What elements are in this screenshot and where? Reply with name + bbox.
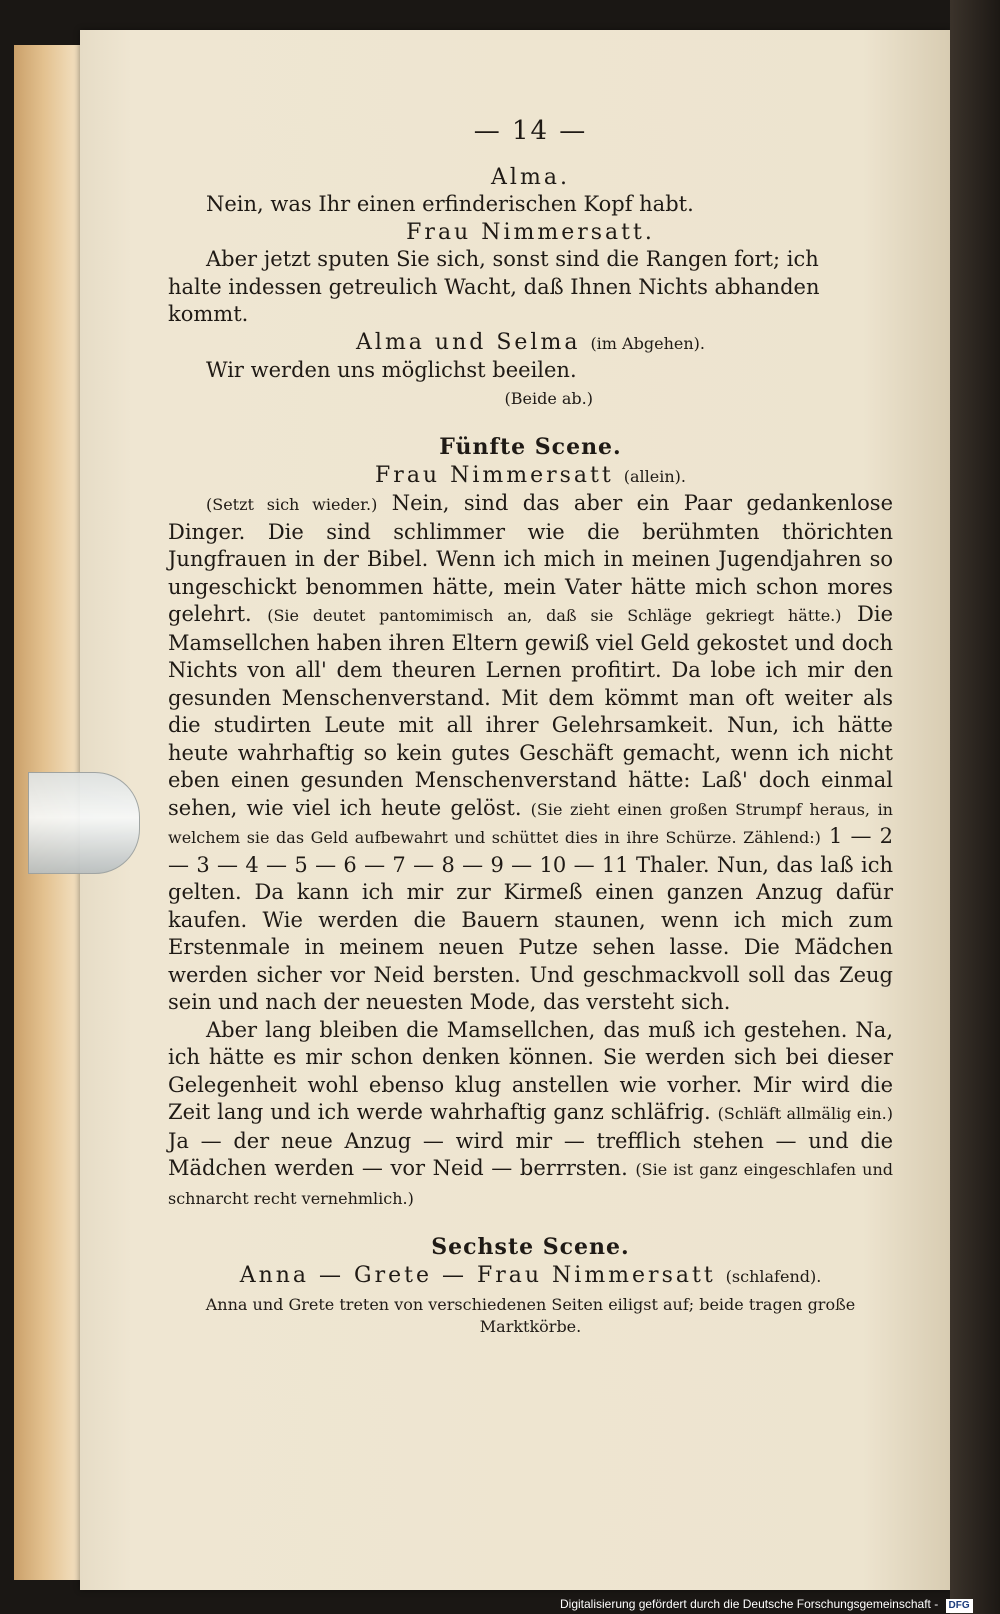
digitization-footer — [560, 1594, 1000, 1614]
speaker-alma-selma-direction: (im Abgehen). — [590, 333, 705, 353]
footer-text: Digitalisierung gefördert durch die Deutsche Forschungsgemeinschaft - — [560, 1597, 939, 1611]
speaker-frau: Frau Nimmersatt. — [406, 219, 655, 245]
scene-5-monologue — [168, 490, 893, 1017]
monologue-text: Nein, sind das aber ein Paar gedankenlose Dinger. Die sind schlimmer wie die berühmten thörichten Jungfrauen in der Bibel. Wenn ich mich in meinen Jugendjahren so ungeschickt benommen hätte, mein Vater hätte mich schon mores gelehrt. — [168, 491, 893, 626]
monologue-text: Aber lang bleiben die Mamsellchen, das muß ich gestehen. Na, ich hätte es mir schon denken können. Sie werden sich bei dieser Gelegenheit wohl ebenso klug anstellen wie vorher. Mir wird die Zeit lang und ich werde wahrhaftig ganz schläfrig. — [168, 1017, 893, 1124]
stage-direction: (Sie deutet pantomimisch an, daß sie Schläge gekriegt hätte.) — [267, 606, 842, 625]
scene-6-stage-direction: Anna und Grete treten von verschiedenen Seiten eiligst auf; beide tragen große Marktkörbe. — [205, 1295, 856, 1336]
scene-5-monologue-2 — [168, 1017, 893, 1213]
monologue-text: 1 — 2 — 3 — 4 — 5 — 6 — 7 — 8 — 9 — 10 — 11 Thaler. Nun, das laß ich gelten. Da kann ich mir zur Kirmeß einen ganzen Anzug dafür kaufen. Wie werden die Bauern staunen, wenn ich mich zum Erstenmale in meinem neuen Putze sehen lasse. Die Mädchen werden sicher vor Neid bersten. Und geschmackvoll soll das Zeug sein und nach der neuesten Mode, das versteht sich. — [168, 824, 894, 1014]
stage-direction: (Setzt sich wieder.) — [206, 495, 378, 514]
dfg-logo: DFG — [946, 1599, 973, 1613]
speaker-alma-selma-name: Alma und Selma — [356, 329, 581, 355]
scene-6-speaker-names: Anna — Grete — Frau Nimmersatt — [239, 1262, 716, 1288]
line-alma: Nein, was Ihr einen erfinderischen Kopf habt. — [206, 192, 694, 216]
line-alma-selma: Wir werden uns möglichst beeilen. — [206, 358, 577, 382]
scene-5-speaker — [168, 462, 893, 491]
speaker-alma: Alma. — [491, 164, 570, 190]
monologue-text: Ja — der neue Anzug — wird mir — trefflich stehen — und die Mädchen werden — vor Neid — berrrsten. — [168, 1128, 893, 1180]
scene-6-speaker-direction: (schlafend). — [725, 1266, 822, 1286]
line-frau-1: Aber jetzt sputen Sie sich, sonst sind die Rangen fort; ich — [206, 247, 819, 271]
scene-5-title: Fünfte Scene. — [439, 434, 622, 460]
stage-direction: (Sie zieht einen großen Strumpf heraus, in welchem sie das Geld aufbewahrt und schüttet dies in ihre Schürze. Zählend:) — [168, 799, 893, 847]
scene-5-speaker-name: Frau Nimmersatt — [375, 462, 614, 488]
page-content — [168, 118, 893, 1338]
speaker-alma-selma — [168, 329, 893, 358]
paper-clip — [28, 772, 140, 874]
line-frau-2: halte indessen getreulich Wacht, daß Ihnen Nichts abhanden — [168, 274, 820, 299]
exit-direction: (Beide ab.) — [504, 388, 593, 408]
monologue-text: Die Mamsellchen haben ihren Eltern gewiß viel Geld gekostet und doch Nichts von all' dem theuren Lernen profitirt. Da lobe ich mir den gesunden Menschenverstand. Mit dem kömmt man oft weiter als die studirten Leute mit all ihrer Gelehrsamkeit. Nun, ich hätte heute wahrhaftig so kein gutes Geschäft gemacht, wenn ich nicht eben einen gesunden Menschenverstand hätte: Laß' doch einmal sehen, wie viel ich heute gelöst. — [168, 602, 893, 820]
page-shadow — [950, 0, 1000, 1614]
scene-5-speaker-direction: (allein). — [623, 466, 686, 486]
scene-6-speaker — [168, 1262, 893, 1291]
page-number: — 14 — — [473, 116, 588, 146]
stage-direction: (Schläft allmälig ein.) — [717, 1104, 893, 1123]
stage-direction: (Sie ist ganz eingeschlafen und schnarcht recht vernehmlich.) — [168, 1160, 893, 1208]
line-frau-3: kommt. — [168, 302, 249, 326]
scene-6-title: Sechste Scene. — [431, 1234, 630, 1260]
